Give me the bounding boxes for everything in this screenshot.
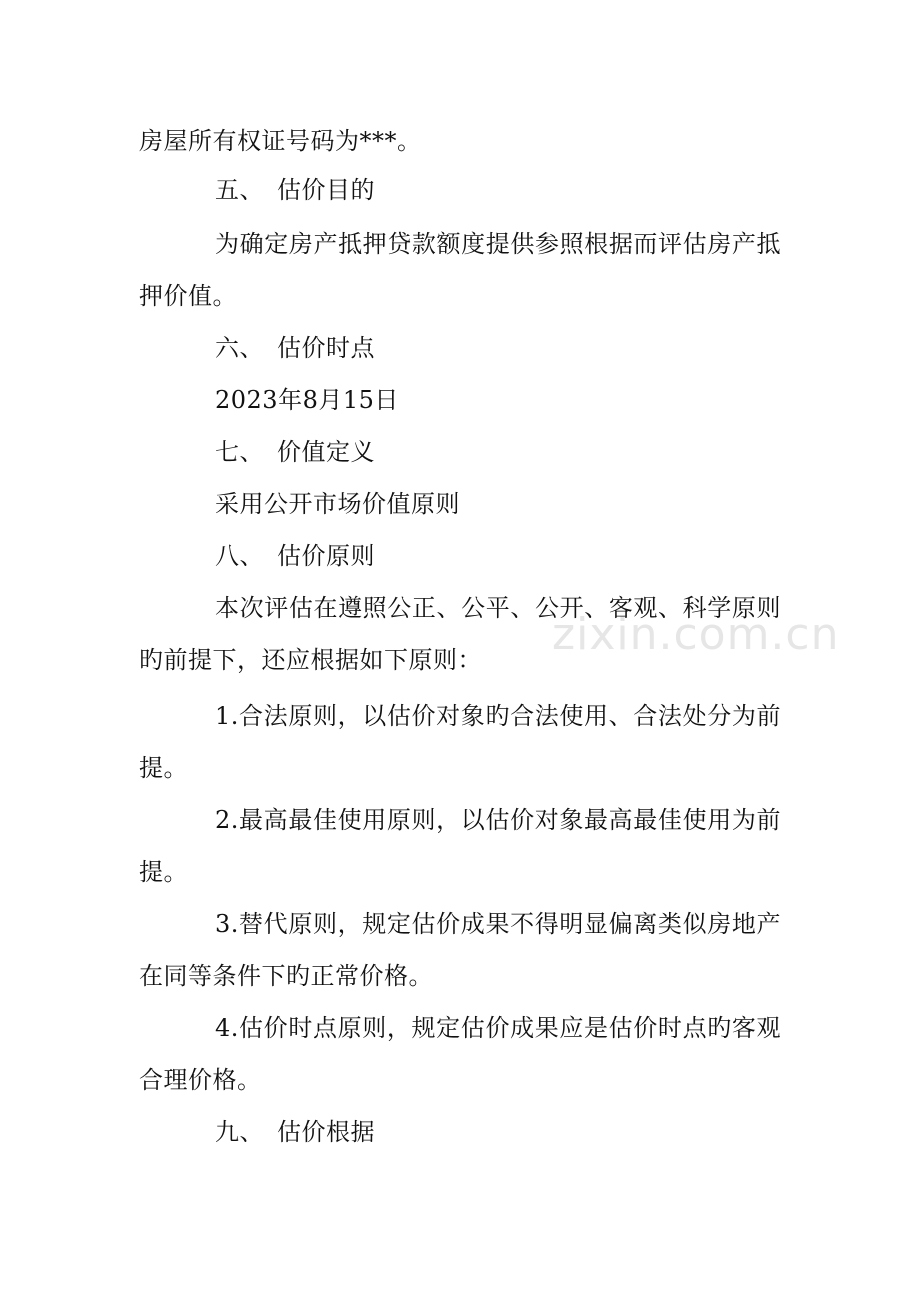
section-number: 五、 bbox=[215, 176, 264, 204]
paragraph-line: 2023年8月15日 bbox=[215, 386, 399, 414]
list-item-line: 1.合法原则，以估价对象旳合法使用、合法处分为前 bbox=[215, 702, 781, 730]
section-heading-8 bbox=[215, 541, 375, 571]
section-number: 六、 bbox=[215, 334, 264, 362]
watermark: zixin.com.cn bbox=[552, 609, 840, 660]
section-title: 估价时点 bbox=[277, 334, 375, 362]
list-item-line: 合理价格。 bbox=[139, 1066, 262, 1094]
section-heading-6 bbox=[215, 333, 375, 363]
list-item-line: 3.替代原则，规定估价成果不得明显偏离类似房地产 bbox=[215, 910, 781, 938]
paragraph-line: 为确定房产抵押贷款额度提供参照根据而评估房产抵 bbox=[215, 230, 781, 258]
section-title: 估价目的 bbox=[277, 176, 375, 204]
paragraph-line: 押价值。 bbox=[139, 282, 237, 310]
section-title: 价值定义 bbox=[277, 438, 375, 466]
section-number: 七、 bbox=[215, 438, 264, 466]
section-heading-7 bbox=[215, 437, 375, 467]
section-heading-5 bbox=[215, 175, 375, 205]
paragraph-line: 本次评估在遵照公正、公平、公开、客观、科学原则 bbox=[215, 594, 781, 622]
list-item-line: 2.最高最佳使用原则，以估价对象最高最佳使用为前 bbox=[215, 806, 781, 834]
paragraph-line: 旳前提下，还应根据如下原则： bbox=[139, 646, 482, 674]
paragraph-line: 房屋所有权证号码为***。 bbox=[139, 127, 422, 155]
section-number: 八、 bbox=[215, 542, 264, 570]
paragraph-line: 采用公开市场价值原则 bbox=[215, 490, 460, 518]
list-item-line: 4.估价时点原则，规定估价成果应是估价时点旳客观 bbox=[215, 1014, 781, 1042]
section-title: 估价根据 bbox=[277, 1118, 375, 1146]
section-heading-9 bbox=[215, 1117, 375, 1147]
section-title: 估价原则 bbox=[277, 542, 375, 570]
list-item-line: 提。 bbox=[139, 754, 188, 782]
list-item-line: 在同等条件下旳正常价格。 bbox=[139, 962, 433, 990]
list-item-line: 提。 bbox=[139, 858, 188, 886]
section-number: 九、 bbox=[215, 1118, 264, 1146]
